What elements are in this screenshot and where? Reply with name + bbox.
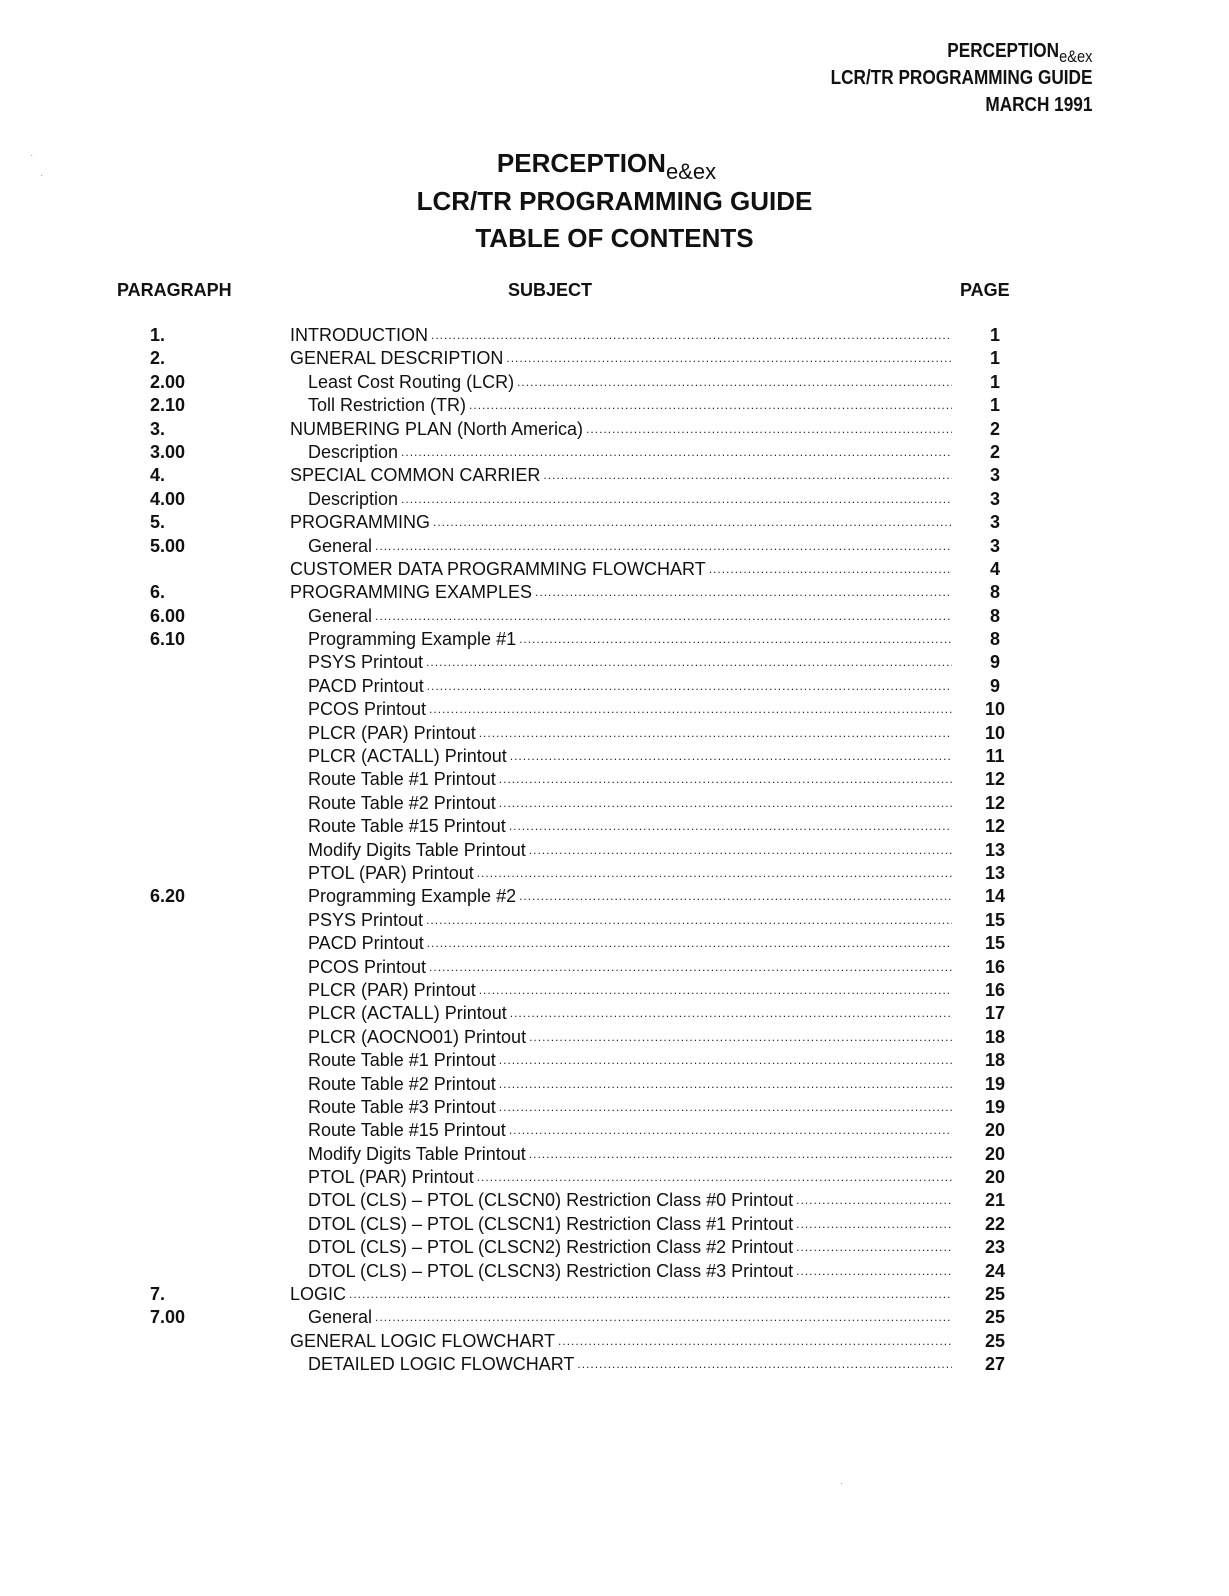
toc-subject: [290, 324, 952, 347]
title-contents: TABLE OF CONTENTS: [475, 223, 754, 253]
toc-page-number: 18: [984, 1050, 1006, 1071]
toc-entry[interactable]: [0, 1306, 1229, 1329]
toc-subject-text: PLCR (PAR) Printout: [308, 979, 476, 1000]
toc-page-number: 2: [989, 441, 1000, 462]
toc-subject-text: PLCR (ACTALL) Printout: [308, 1003, 507, 1024]
toc-paragraph-number: 6.10: [150, 629, 186, 650]
toc-paragraph-number: 2.10: [150, 395, 186, 416]
toc-page-number: 10: [984, 722, 1006, 743]
toc-subject: [308, 1189, 952, 1212]
toc-subject: [308, 371, 952, 394]
toc-subject: [308, 722, 952, 745]
toc-page-number: 13: [984, 839, 1006, 860]
toc-subject: [308, 675, 952, 698]
toc-subject: [308, 394, 952, 417]
toc-subject-text: PLCR (ACTALL) Printout: [308, 746, 507, 767]
toc-paragraph-number: 5.: [150, 512, 166, 533]
toc-page-number: 14: [984, 886, 1006, 907]
dot-leader: [499, 768, 952, 791]
toc-entry[interactable]: [0, 511, 1229, 534]
dot-leader: [375, 605, 952, 628]
toc-entry[interactable]: [0, 418, 1229, 441]
toc-subject-text: General: [308, 1307, 373, 1328]
toc-subject-text: Modify Digits Table Printout: [308, 839, 526, 860]
running-header: [830, 38, 1092, 119]
toc-paragraph-number: 4.00: [150, 488, 186, 509]
toc-subject-text: Toll Restriction (TR): [308, 395, 467, 416]
toc-subject: [290, 511, 952, 534]
toc-page-number: 25: [984, 1307, 1006, 1328]
dot-leader: [426, 909, 952, 932]
dot-leader: [349, 1283, 952, 1306]
toc-subject: [308, 1166, 952, 1189]
toc-entry[interactable]: [0, 1236, 1229, 1259]
toc-subject-text: DTOL (CLS) – PTOL (CLSCN0) Restriction Class #0 Printout: [308, 1190, 794, 1211]
toc-entry[interactable]: [0, 441, 1229, 464]
dot-leader: [506, 347, 952, 370]
toc-entry[interactable]: [0, 1283, 1229, 1306]
toc-page-number: 8: [989, 582, 1000, 603]
column-header-page: PAGE: [960, 280, 1010, 300]
toc-entry[interactable]: [0, 1189, 1229, 1212]
toc-subject: [290, 464, 952, 487]
toc-page-number: 21: [984, 1190, 1006, 1211]
toc-paragraph-number: 3.: [150, 418, 166, 439]
toc-paragraph-number: 6.00: [150, 605, 186, 626]
toc-entry[interactable]: [0, 1213, 1229, 1236]
column-header-subject: SUBJECT: [508, 280, 593, 300]
toc-subject-text: LOGIC: [290, 1284, 347, 1305]
toc-entry[interactable]: [0, 558, 1229, 581]
toc-subject: [308, 441, 952, 464]
toc-page-number: 20: [984, 1120, 1006, 1141]
scan-speck: ·: [840, 1478, 844, 1489]
toc-entry[interactable]: [0, 581, 1229, 604]
toc-page-number: 3: [989, 535, 1000, 556]
toc-page-number: 22: [984, 1213, 1006, 1234]
toc-entry[interactable]: [0, 605, 1229, 628]
dot-leader: [517, 371, 952, 394]
dot-leader: [529, 1143, 952, 1166]
toc-subject-text: Programming Example #1: [308, 629, 517, 650]
toc-page-number: 1: [989, 325, 1000, 345]
toc-subject-text: Modify Digits Table Printout: [308, 1143, 526, 1164]
dot-leader: [796, 1189, 952, 1212]
toc-page-number: 12: [984, 792, 1006, 813]
toc-subject-text: Route Table #2 Printout: [308, 1073, 496, 1094]
toc-entry[interactable]: [0, 464, 1229, 487]
dot-leader: [477, 1166, 952, 1189]
dot-leader: [431, 324, 952, 347]
toc-subject-text: PCOS Printout: [308, 956, 427, 977]
running-header-date: MARCH 1991: [984, 94, 1092, 116]
toc-page-number: 25: [984, 1284, 1006, 1305]
toc-page-number: 13: [984, 862, 1006, 883]
toc-page-number: 3: [989, 465, 1000, 486]
running-header-product-suffix: e&ex: [1058, 47, 1092, 66]
dot-leader: [375, 1306, 952, 1329]
toc-subject-text: Programming Example #2: [308, 886, 517, 907]
toc-paragraph-number: 2.: [150, 348, 166, 369]
toc-subject: [308, 862, 952, 885]
dot-leader: [519, 885, 952, 908]
dot-leader: [558, 1330, 952, 1353]
toc-subject: [308, 1073, 952, 1096]
toc-page-number: 1: [989, 348, 1000, 369]
toc-entry[interactable]: [0, 1073, 1229, 1096]
toc-page-number: 16: [984, 979, 1006, 1000]
table-of-contents: [0, 324, 1229, 1377]
toc-subject: [308, 1260, 952, 1283]
toc-subject: [308, 651, 952, 674]
toc-subject: [308, 792, 952, 815]
dot-leader: [499, 1049, 952, 1072]
toc-subject-text: Route Table #15 Printout: [308, 816, 506, 837]
toc-subject: [308, 815, 952, 838]
dot-leader: [499, 792, 952, 815]
toc-subject-text: PACD Printout: [308, 675, 424, 696]
toc-subject: [308, 768, 952, 791]
toc-subject: [308, 628, 952, 651]
toc-subject: [308, 839, 952, 862]
toc-entry[interactable]: [0, 1026, 1229, 1049]
dot-leader: [426, 651, 952, 674]
toc-entry[interactable]: [0, 324, 1229, 347]
toc-entry[interactable]: [0, 535, 1229, 558]
toc-page-number: 19: [984, 1073, 1006, 1094]
dot-leader: [429, 956, 952, 979]
toc-entry[interactable]: [0, 628, 1229, 651]
toc-subject: [290, 558, 952, 581]
toc-subject: [308, 535, 952, 558]
toc-subject-text: PLCR (PAR) Printout: [308, 722, 476, 743]
dot-leader: [499, 1073, 952, 1096]
toc-entry[interactable]: [0, 651, 1229, 674]
running-header-guide: LCR/TR PROGRAMMING GUIDE: [830, 67, 1092, 89]
dot-leader: [401, 441, 952, 464]
toc-subject-text: PACD Printout: [308, 933, 424, 954]
toc-page-number: 3: [989, 488, 1000, 509]
running-header-product: [830, 38, 1092, 65]
dot-leader: [709, 558, 952, 581]
running-header-product-name: PERCEPTION: [946, 40, 1059, 62]
toc-subject-text: Description: [308, 488, 399, 509]
toc-entry[interactable]: [0, 768, 1229, 791]
dot-leader: [510, 745, 952, 768]
toc-subject-text: INTRODUCTION: [290, 325, 428, 345]
toc-subject-text: PSYS Printout: [308, 652, 424, 673]
dot-leader: [509, 1119, 952, 1142]
toc-paragraph-number: 7.00: [150, 1307, 186, 1328]
toc-subject: [290, 418, 952, 441]
dot-leader: [510, 1002, 952, 1025]
dot-leader: [433, 511, 952, 534]
scan-speck: ·: [40, 170, 44, 181]
toc-subject-text: PROGRAMMING EXAMPLES: [290, 582, 533, 603]
toc-paragraph-number: 3.00: [150, 441, 186, 462]
toc-subject-text: DETAILED LOGIC FLOWCHART: [308, 1354, 575, 1375]
title-guide: LCR/TR PROGRAMMING GUIDE: [416, 186, 813, 216]
toc-subject: [308, 909, 952, 932]
dot-leader: [529, 1026, 952, 1049]
toc-page-number: 16: [984, 956, 1006, 977]
toc-subject-text: DTOL (CLS) – PTOL (CLSCN2) Restriction Class #2 Printout: [308, 1237, 794, 1258]
dot-leader: [427, 675, 952, 698]
toc-entry[interactable]: [0, 1143, 1229, 1166]
toc-page-number: 9: [989, 675, 1000, 696]
toc-subject-text: General: [308, 605, 373, 626]
dot-leader: [499, 1096, 952, 1119]
toc-page-number: 15: [984, 933, 1006, 954]
toc-page-number: 20: [984, 1167, 1006, 1188]
toc-subject-text: PSYS Printout: [308, 909, 424, 930]
toc-subject: [308, 1026, 952, 1049]
toc-page-number: 27: [984, 1354, 1006, 1375]
toc-subject: [308, 956, 952, 979]
toc-subject: [308, 1049, 952, 1072]
toc-subject-text: Description: [308, 441, 399, 462]
dot-leader: [401, 488, 952, 511]
toc-subject-text: Route Table #1 Printout: [308, 1050, 496, 1071]
toc-subject-text: Route Table #2 Printout: [308, 792, 496, 813]
toc-paragraph-number: 6.: [150, 582, 166, 603]
toc-subject: [290, 1330, 952, 1353]
scan-speck: ·: [30, 150, 34, 161]
toc-entry[interactable]: [0, 488, 1229, 511]
toc-entry[interactable]: [0, 792, 1229, 815]
toc-entry[interactable]: [0, 815, 1229, 838]
dot-leader: [586, 418, 952, 441]
toc-page-number: 2: [989, 418, 1000, 439]
toc-page-number: 11: [985, 746, 1005, 767]
toc-page-number: 3: [989, 512, 1000, 533]
dot-leader: [427, 932, 952, 955]
dot-leader: [535, 581, 952, 604]
toc-page-number: 24: [984, 1260, 1006, 1281]
toc-subject: [308, 1119, 952, 1142]
toc-entry[interactable]: [0, 956, 1229, 979]
toc-subject: [308, 745, 952, 768]
toc-subject-text: PTOL (PAR) Printout: [308, 1167, 474, 1188]
toc-entry[interactable]: [0, 909, 1229, 932]
column-header-paragraph: PARAGRAPH: [117, 280, 232, 300]
toc-paragraph-number: 4.: [150, 465, 166, 486]
title-product-name: PERCEPTION: [496, 148, 666, 178]
toc-entry[interactable]: [0, 1119, 1229, 1142]
toc-subject-text: Route Table #3 Printout: [308, 1096, 496, 1117]
toc-subject: [308, 488, 952, 511]
toc-page-number: 12: [984, 816, 1006, 837]
toc-subject: [308, 1002, 952, 1025]
toc-paragraph-number: 7.: [150, 1284, 166, 1305]
toc-subject-text: PTOL (PAR) Printout: [308, 862, 474, 883]
toc-page-number: 1: [989, 395, 1000, 416]
toc-entry[interactable]: [0, 979, 1229, 1002]
toc-page-number: 8: [989, 605, 1000, 626]
toc-subject: [308, 605, 952, 628]
toc-subject: [308, 1236, 952, 1259]
toc-subject: [308, 1353, 952, 1376]
toc-subject: [290, 581, 952, 604]
dot-leader: [429, 698, 952, 721]
toc-subject: [290, 1283, 952, 1306]
dot-leader: [479, 979, 952, 1002]
toc-subject: [308, 1306, 952, 1329]
toc-entry[interactable]: [0, 675, 1229, 698]
dot-leader: [529, 839, 952, 862]
toc-entry[interactable]: [0, 932, 1229, 955]
toc-paragraph-number: 2.00: [150, 371, 186, 392]
toc-subject-text: Least Cost Routing (LCR): [308, 371, 515, 392]
toc-page-number: 23: [984, 1237, 1006, 1258]
toc-subject-text: General: [308, 535, 373, 556]
toc-entry[interactable]: [0, 839, 1229, 862]
toc-entry[interactable]: [0, 1096, 1229, 1119]
toc-page-number: 1: [989, 371, 1000, 392]
toc-page-number: 20: [984, 1143, 1006, 1164]
toc-entry[interactable]: [0, 862, 1229, 885]
toc-subject: [308, 1096, 952, 1119]
toc-subject-text: NUMBERING PLAN (North America): [290, 418, 584, 439]
toc-subject-text: Route Table #15 Printout: [308, 1120, 506, 1141]
dot-leader: [796, 1236, 952, 1259]
dot-leader: [469, 394, 952, 417]
toc-subject: [290, 347, 952, 370]
toc-subject: [308, 1213, 952, 1236]
toc-subject: [308, 1143, 952, 1166]
toc-subject-text: PCOS Printout: [308, 699, 427, 720]
toc-page-number: 15: [984, 909, 1006, 930]
toc-entry[interactable]: [0, 1049, 1229, 1072]
toc-entry[interactable]: [0, 394, 1229, 417]
dot-leader: [796, 1260, 952, 1283]
title-product: [0, 145, 1221, 183]
document-title: [0, 145, 1229, 257]
title-product-suffix: e&ex: [665, 159, 717, 184]
dot-leader: [519, 628, 952, 651]
toc-page-number: 10: [984, 699, 1006, 720]
toc-page-number: 4: [989, 558, 1000, 579]
toc-entry[interactable]: [0, 1353, 1229, 1376]
toc-subject-text: DTOL (CLS) – PTOL (CLSCN1) Restriction Class #1 Printout: [308, 1213, 794, 1234]
toc-subject-text: DTOL (CLS) – PTOL (CLSCN3) Restriction Class #3 Printout: [308, 1260, 794, 1281]
toc-entry[interactable]: [0, 885, 1229, 908]
toc-entry[interactable]: [0, 1260, 1229, 1283]
toc-entry[interactable]: [0, 722, 1229, 745]
toc-entry[interactable]: [0, 745, 1229, 768]
toc-subject: [308, 979, 952, 1002]
toc-subject: [308, 932, 952, 955]
toc-paragraph-number: 5.00: [150, 535, 186, 556]
toc-paragraph-number: 6.20: [150, 886, 186, 907]
dot-leader: [577, 1353, 952, 1376]
toc-subject-text: CUSTOMER DATA PROGRAMMING FLOWCHART: [290, 558, 706, 579]
dot-leader: [509, 815, 952, 838]
toc-page-number: 9: [989, 652, 1000, 673]
toc-entry[interactable]: [0, 1166, 1229, 1189]
dot-leader: [477, 862, 952, 885]
toc-page-number: 25: [984, 1330, 1006, 1351]
toc-entry[interactable]: [0, 1002, 1229, 1025]
toc-subject: [308, 698, 952, 721]
toc-subject-text: GENERAL DESCRIPTION: [290, 348, 504, 369]
toc-subject: [308, 885, 952, 908]
toc-page-number: 18: [984, 1026, 1006, 1047]
toc-entry[interactable]: [0, 347, 1229, 370]
toc-subject-text: GENERAL LOGIC FLOWCHART: [290, 1330, 556, 1351]
toc-paragraph-number: 1.: [150, 325, 166, 345]
toc-page-number: 19: [984, 1096, 1006, 1117]
toc-subject-text: PROGRAMMING: [290, 512, 431, 533]
toc-page-number: 12: [984, 769, 1006, 790]
dot-leader: [479, 722, 952, 745]
dot-leader: [375, 535, 952, 558]
toc-entry[interactable]: [0, 1330, 1229, 1353]
toc-entry[interactable]: [0, 698, 1229, 721]
dot-leader: [543, 464, 952, 487]
toc-subject-text: Route Table #1 Printout: [308, 769, 496, 790]
dot-leader: [796, 1213, 952, 1236]
toc-page-number: 8: [989, 629, 1000, 650]
toc-entry[interactable]: [0, 371, 1229, 394]
toc-subject-text: SPECIAL COMMON CARRIER: [290, 465, 541, 486]
toc-subject-text: PLCR (AOCNO01) Printout: [308, 1026, 527, 1047]
toc-page-number: 17: [984, 1003, 1006, 1024]
